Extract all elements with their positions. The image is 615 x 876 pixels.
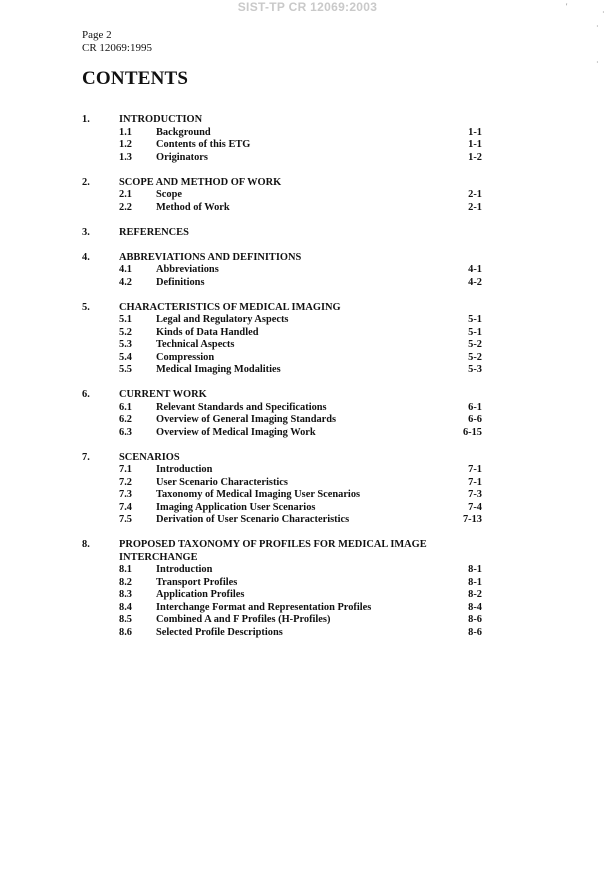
page-header: [82, 29, 152, 55]
toc-entry: [82, 277, 482, 290]
entry-title: Technical Aspects: [156, 339, 235, 350]
toc-entry: [82, 514, 482, 527]
entry-page: 7-1: [468, 464, 482, 475]
section-title: PROPOSED TAXONOMY OF PROFILES FOR MEDICAL IMAGE: [119, 539, 427, 550]
entry-page: 8-1: [468, 576, 482, 588]
entry-number: 6.2: [119, 414, 132, 425]
entry-title: Introduction: [156, 464, 213, 475]
entry-title: Combined A and F Profiles (H-Profiles): [156, 614, 331, 625]
entry-title: Application Profiles: [156, 589, 245, 600]
toc-entry: [82, 352, 482, 365]
entry-page: 6-15: [462, 426, 482, 438]
toc-section: [82, 389, 482, 439]
entry-page: 6-1: [468, 401, 482, 413]
entry-page: 5-2: [468, 339, 482, 350]
section-title: CURRENT WORK: [119, 389, 207, 400]
toc-entry: [82, 202, 482, 215]
toc-entry: [82, 139, 482, 152]
toc-entry: [82, 264, 482, 277]
toc-entry: [82, 589, 482, 602]
entry-title: Transport Profiles: [156, 576, 238, 588]
entry-number: 1.3: [119, 151, 132, 163]
toc-entry: [82, 327, 482, 340]
entry-number: 6.1: [119, 401, 132, 413]
entry-number: 4.2: [119, 276, 132, 288]
toc-entry: [82, 577, 482, 590]
page-number: Page 2: [82, 29, 112, 41]
toc-entry: [82, 314, 482, 327]
toc-section-heading: [82, 252, 482, 265]
toc-entry: [82, 464, 482, 477]
toc-entry: [82, 189, 482, 202]
entry-page: 5-2: [468, 351, 482, 363]
entry-title: User Scenario Characteristics: [156, 476, 288, 488]
toc-section: [82, 302, 482, 377]
toc-entry: [82, 477, 482, 490]
section-title: REFERENCES: [119, 226, 189, 238]
toc-entry: [82, 602, 482, 615]
toc-section: [82, 252, 482, 290]
entry-title: Selected Profile Descriptions: [156, 626, 283, 638]
entry-number: 7.2: [119, 476, 132, 488]
entry-page: 2-1: [468, 201, 482, 213]
toc-entry: [82, 127, 482, 140]
entry-title: Abbreviations: [156, 264, 219, 275]
toc-entry: [82, 427, 482, 440]
entry-title: Background: [156, 126, 211, 138]
entry-title: Introduction: [156, 564, 213, 575]
section-title: CHARACTERISTICS OF MEDICAL IMAGING: [119, 301, 341, 313]
entry-page: 5-3: [468, 364, 482, 375]
entry-title: Overview of General Imaging Standards: [156, 414, 337, 425]
section-number: 3.: [82, 226, 90, 238]
entry-number: 7.4: [119, 501, 132, 513]
entry-number: 2.2: [119, 201, 132, 213]
entry-title: Relevant Standards and Specifications: [156, 401, 327, 413]
watermark: SIST-TP CR 12069:2003: [237, 0, 378, 14]
toc-section: [82, 227, 482, 240]
entry-page: 6-6: [468, 414, 482, 425]
section-number: 8.: [82, 539, 90, 550]
scan-speck-icon: ·: [596, 22, 599, 31]
toc-section-heading: [82, 114, 482, 127]
table-of-contents: [82, 114, 482, 652]
entry-number: 8.1: [119, 564, 132, 575]
entry-title: Scope: [156, 189, 182, 200]
entry-number: 8.5: [119, 614, 132, 625]
entry-number: 5.1: [119, 314, 132, 325]
entry-page: 7-1: [468, 476, 482, 488]
entry-number: 4.1: [119, 264, 132, 275]
entry-title: Taxonomy of Medical Imaging User Scenarios: [156, 489, 361, 500]
scan-speck-icon: ·: [602, 8, 605, 17]
entry-page: 8-6: [468, 614, 482, 625]
entry-number: 8.3: [119, 589, 132, 600]
section-title: INTRODUCTION: [119, 114, 203, 125]
section-title: SCOPE AND METHOD OF WORK: [119, 176, 282, 188]
entry-page: 1-2: [468, 151, 482, 163]
toc-section-heading: [82, 302, 482, 315]
toc-entry: [82, 627, 482, 640]
section-number: 1.: [82, 114, 90, 125]
entry-title: Method of Work: [156, 201, 230, 213]
section-number: 2.: [82, 176, 90, 188]
entry-page: 4-2: [468, 276, 482, 288]
entry-page: 8-1: [468, 564, 482, 575]
section-title: SCENARIOS: [119, 451, 180, 463]
entry-title: Imaging Application User Scenarios: [156, 501, 316, 513]
scan-speck-icon: ': [566, 2, 568, 11]
entry-page: 7-13: [462, 514, 482, 525]
entry-number: 8.6: [119, 626, 132, 638]
entry-number: 8.2: [119, 576, 132, 588]
toc-section-heading: [82, 227, 482, 240]
entry-number: 5.2: [119, 326, 132, 338]
entry-title: Originators: [156, 151, 208, 163]
entry-number: 5.4: [119, 351, 132, 363]
entry-number: 7.3: [119, 489, 132, 500]
entry-title: Legal and Regulatory Aspects: [156, 314, 289, 325]
document-id: CR 12069:1995: [82, 42, 152, 54]
entry-page: 2-1: [468, 189, 482, 200]
toc-entry: [82, 414, 482, 427]
toc-entry: [82, 339, 482, 352]
toc-section-heading: [82, 539, 482, 552]
entry-number: 6.3: [119, 426, 132, 438]
toc-section-heading: [82, 452, 482, 465]
section-number: 7.: [82, 451, 90, 463]
entry-number: 5.3: [119, 339, 132, 350]
toc-entry: [82, 564, 482, 577]
toc-section-heading: [82, 177, 482, 190]
entry-title: Derivation of User Scenario Characteristics: [156, 514, 350, 525]
entry-title: Definitions: [156, 276, 205, 288]
toc-entry: [82, 364, 482, 377]
entry-title: Overview of Medical Imaging Work: [156, 426, 316, 438]
toc-section: [82, 452, 482, 527]
toc-entry: [82, 152, 482, 165]
entry-number: 2.1: [119, 189, 132, 200]
entry-page: 8-6: [468, 626, 482, 638]
entry-number: 8.4: [119, 601, 132, 613]
entry-title: Medical Imaging Modalities: [156, 364, 281, 375]
page-title: CONTENTS: [82, 68, 189, 89]
toc-entry: [82, 614, 482, 627]
toc-entry: [82, 489, 482, 502]
toc-section-heading: [82, 389, 482, 402]
section-number: 6.: [82, 389, 90, 400]
entry-title: Kinds of Data Handled: [156, 326, 259, 338]
section-title: ABBREVIATIONS AND DEFINITIONS: [119, 251, 302, 263]
entry-page: 8-2: [468, 589, 482, 600]
entry-number: 7.1: [119, 464, 132, 475]
scan-speck-icon: ·: [596, 58, 599, 67]
entry-number: 5.5: [119, 364, 132, 375]
entry-number: 1.1: [119, 126, 132, 138]
entry-page: 4-1: [468, 264, 482, 275]
entry-page: 8-4: [468, 601, 482, 613]
entry-title: Contents of this ETG: [156, 139, 251, 150]
entry-page: 1-1: [468, 126, 482, 138]
entry-page: 5-1: [468, 326, 482, 338]
toc-entry: [82, 502, 482, 515]
section-number: 4.: [82, 251, 90, 263]
entry-number: 1.2: [119, 139, 132, 150]
entry-title: Compression: [156, 351, 215, 363]
entry-page: 5-1: [468, 314, 482, 325]
toc-section: [82, 539, 482, 639]
entry-number: 7.5: [119, 514, 132, 525]
toc-entry: [82, 402, 482, 415]
toc-section: [82, 114, 482, 164]
entry-page: 1-1: [468, 139, 482, 150]
entry-title: Interchange Format and Representation Profiles: [156, 601, 372, 613]
entry-page: 7-3: [468, 489, 482, 500]
section-number: 5.: [82, 301, 90, 313]
toc-section-heading-continued: [82, 552, 482, 565]
entry-page: 7-4: [468, 501, 482, 513]
toc-section: [82, 177, 482, 215]
section-title-continued: INTERCHANGE: [119, 551, 198, 563]
